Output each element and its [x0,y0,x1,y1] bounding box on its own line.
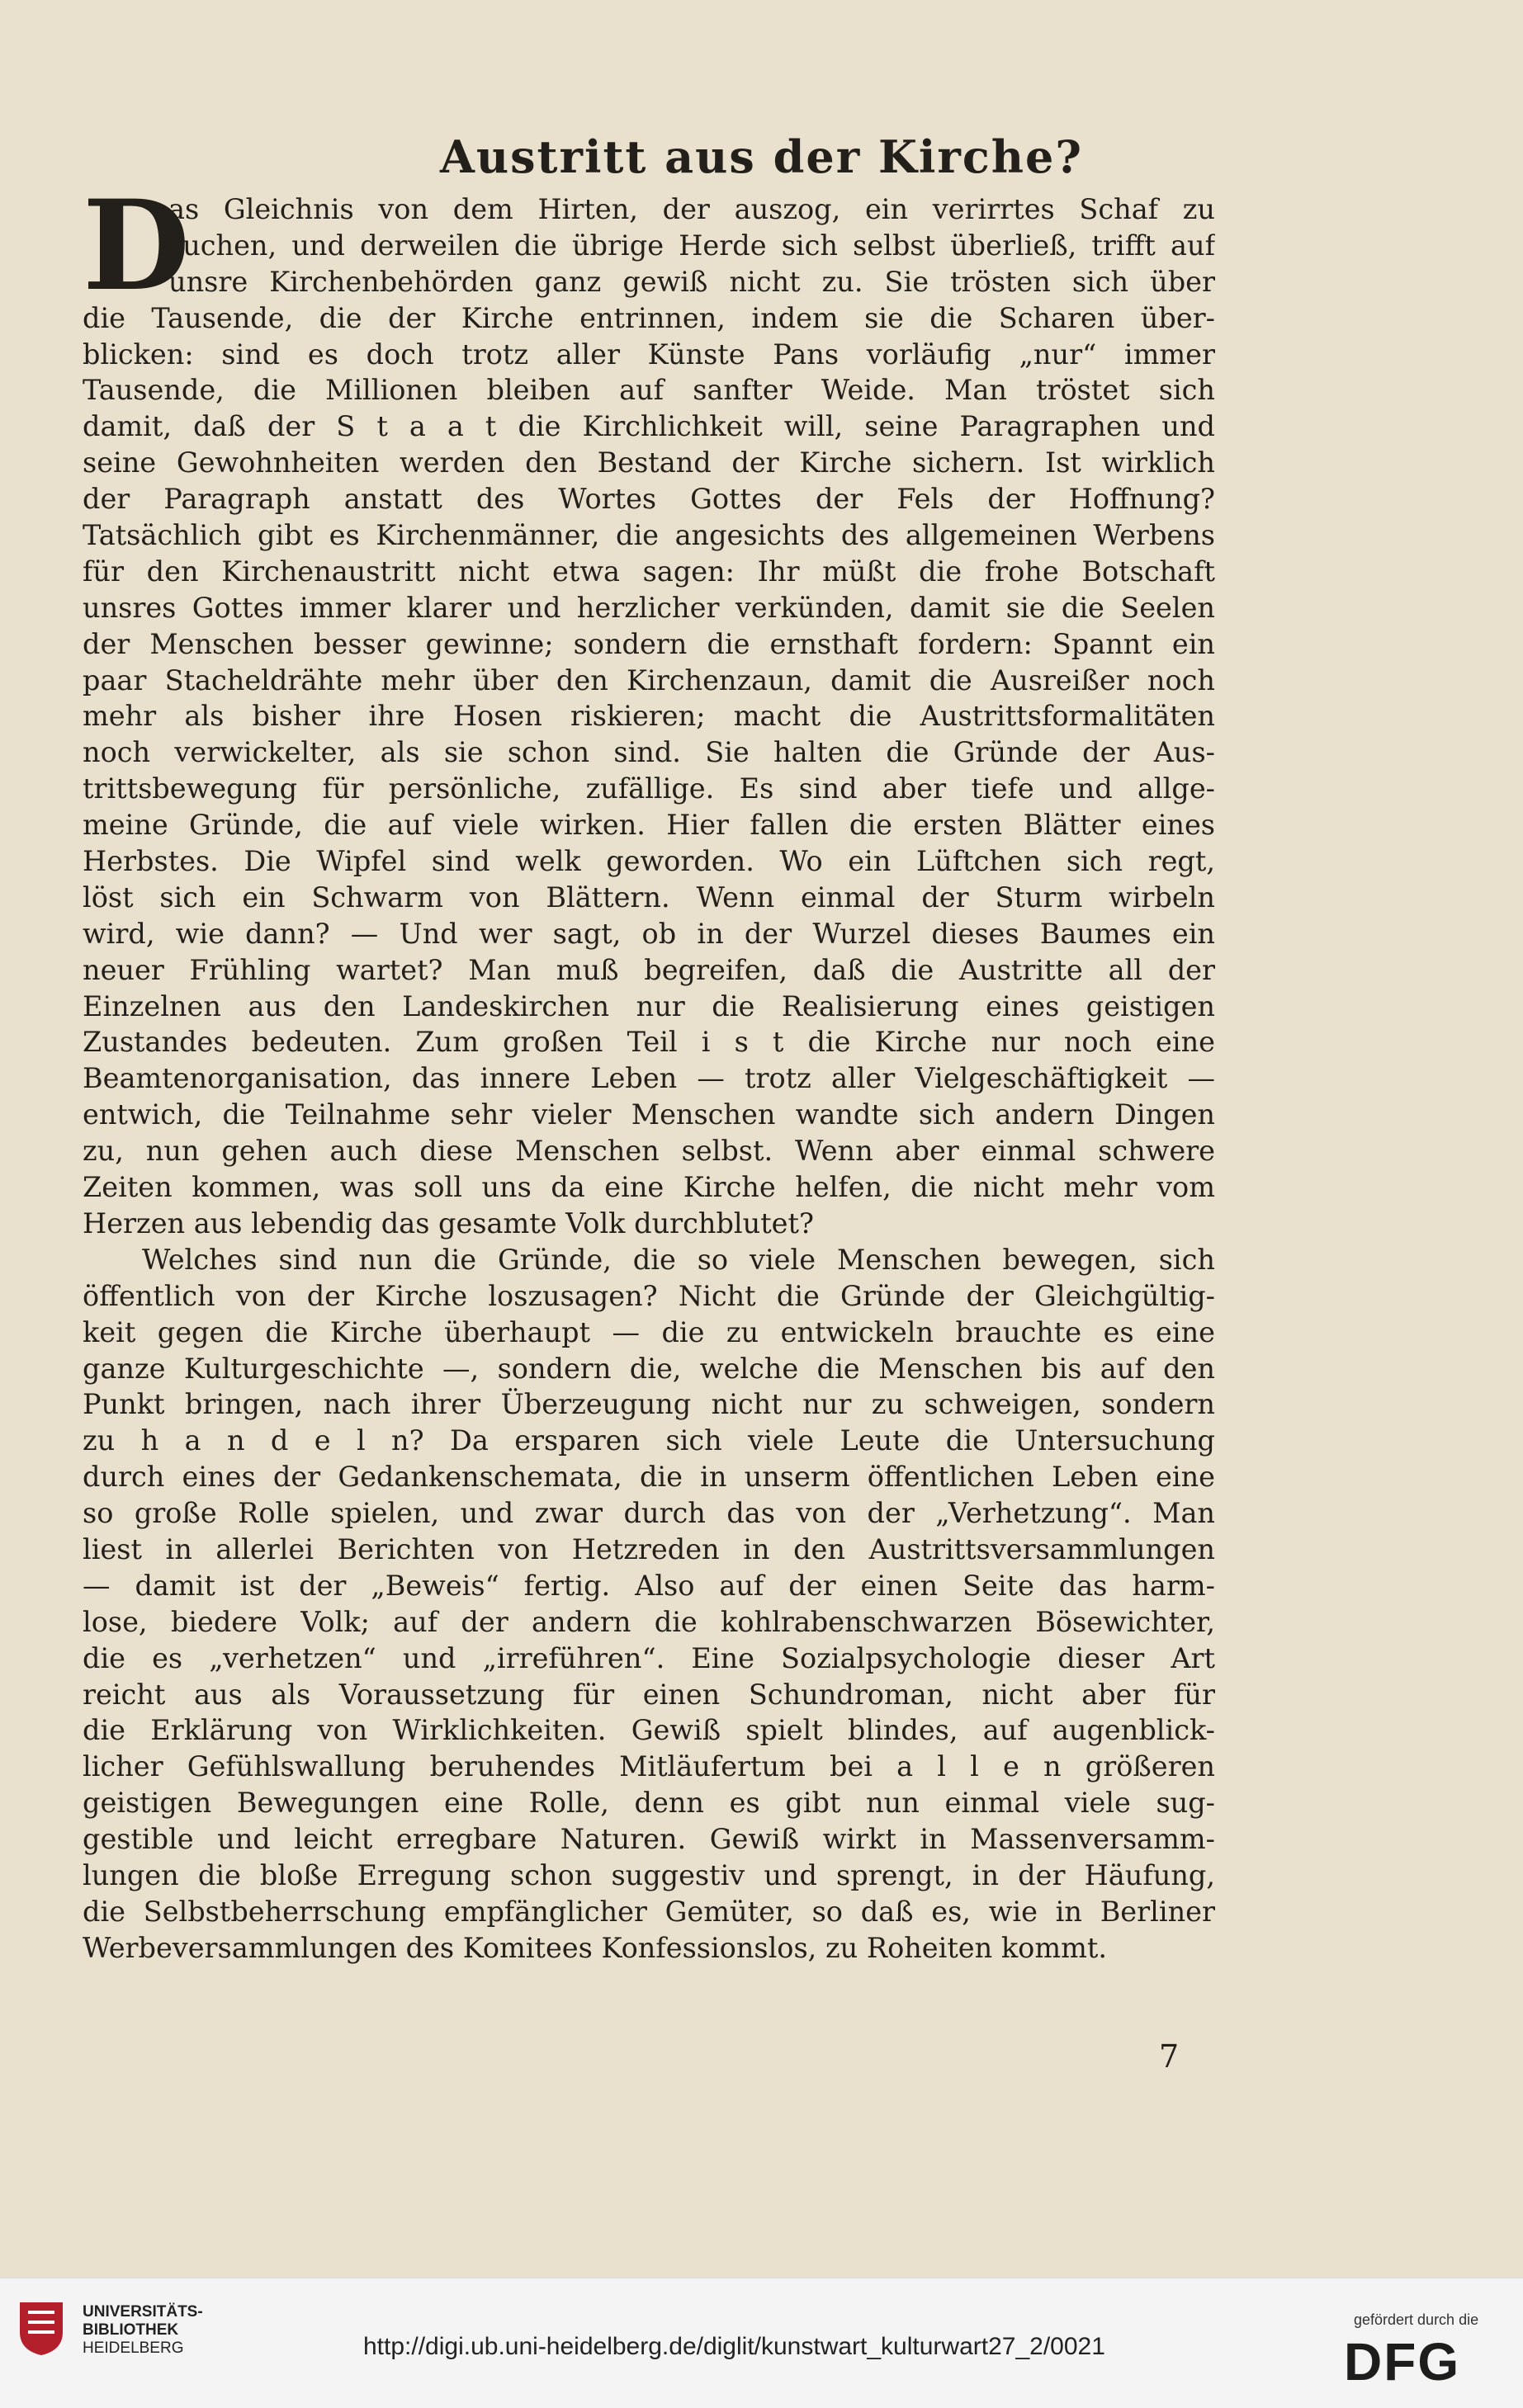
text-line: Zeiten kommen, was soll uns da eine Kirche helfen, die nicht mehr vom [83,1171,1215,1204]
text-line: lose, biedere Volk; auf der andern die kohlrabenschwarzen Bösewichter, [83,1605,1215,1638]
university-seal-icon [17,2299,66,2357]
text-line: die Erklärung von Wirklichkeiten. Gewiß spielt blindes, auf augenblick- [83,1714,1215,1747]
text-line: noch verwickelter, als sie schon sind. Sie halten die Gründe der Aus- [83,736,1215,769]
text-line: Punkt bringen, nach ihrer Überzeugung nicht nur zu schweigen, sondern [83,1388,1215,1421]
text-line: die es „verhetzen“ und „irreführen“. Eine Sozialpsychologie dieser Art [83,1641,1215,1674]
text-line: durch eines der Gedankenschemata, die in unserm öffentlichen Leben eine [83,1461,1215,1494]
text-line: reicht aus als Voraussetzung für einen Schundroman, nicht aber für [83,1678,1215,1711]
text-line: Herbstes. Die Wipfel sind welk geworden. Wo ein Lüftchen sich regt, [83,845,1215,878]
text-line: die Tausende, die der Kirche entrinnen, indem sie die Scharen über- [83,301,1215,334]
text-line: geistigen Bewegungen eine Rolle, denn es gibt nun einmal viele sug- [83,1787,1215,1820]
text-line: der Menschen besser gewinne; sondern die ernsthaft fordern: Spannt ein [83,627,1215,660]
text-line: liest in allerlei Berichten von Hetzreden in den Austrittsversammlungen [83,1532,1215,1565]
text-line: Tausende, die Millionen bleiben auf sanfter Weide. Man tröstet sich [83,374,1215,407]
library-line-1: UNIVERSITÄTS- [83,2303,203,2321]
text-line: blicken: sind es doch trotz aller Künste Pans vorläufig „nur“ immer [83,338,1215,371]
text-line: Zustandes bedeuten. Zum großen Teil i s t die Kirche nur noch eine [83,1026,1215,1059]
text-line: der Paragraph anstatt des Wortes Gottes der Fels der Hoffnung? [83,483,1215,516]
text-line: paar Stacheldrähte mehr über den Kirchenzaun, damit die Ausreißer noch [83,663,1215,696]
text-line: gestible und leicht erregbare Naturen. Gewiß wirkt in Massenversamm- [83,1823,1215,1856]
footer-bar [0,2278,1523,2408]
text-line: as Gleichnis von dem Hirten, der auszog, ein verirrtes Schaf zu [168,193,1215,225]
text-line: Tatsächlich gibt es Kirchenmänner, die angesichts des allgemeinen Werbens [83,519,1215,552]
text-line: die Selbstbeherrschung empfänglicher Gemüter, so daß es, wie in Berliner [83,1895,1215,1928]
text-line: zu h a n d e l n? Da ersparen sich viele Leute die Untersuchung [83,1424,1215,1457]
text-line: Welches sind nun die Gründe, die so viele Menschen bewegen, sich [142,1243,1215,1276]
text-line: keit gegen die Kirche überhaupt — die zu entwickeln brauchte es eine [83,1315,1215,1348]
text-line: seine Gewohnheiten werden den Bestand der Kirche sichern. Ist wirklich [83,446,1215,479]
text-line: entwich, die Teilnahme sehr vieler Menschen wandte sich andern Dingen [83,1098,1215,1131]
text-line: wird, wie dann? — Und wer sagt, ob in der Wurzel dieses Baumes ein [83,917,1215,950]
text-line: damit, daß der S t a a t die Kirchlichkeit will, seine Paragraphen und [83,410,1215,443]
library-line-2: BIBLIOTHEK [83,2321,179,2339]
text-line: Beamtenorganisation, das innere Leben — trotz aller Vielgeschäftigkeit — [83,1062,1215,1095]
text-line: — damit ist der „Beweis“ fertig. Also auf der einen Seite das harm- [83,1569,1215,1602]
text-line: öffentlich von der Kirche loszusagen? Nicht die Gründe der Gleichgültig- [83,1279,1215,1312]
text-line: unsre Kirchenbehörden ganz gewiß nicht zu. Sie trösten sich über [168,265,1215,298]
text-line: trittsbewegung für persönliche, zufällige. Es sind aber tiefe und allge- [83,772,1215,805]
text-line: Herzen aus lebendig das gesamte Volk durchblutet? [83,1206,814,1239]
page-number: 7 [1159,2038,1180,2075]
funded-by-label: gefördert durch die [1354,2311,1479,2328]
source-url-link[interactable]: http://digi.ub.uni-heidelberg.de/diglit/kunstwart_kulturwart27_2/0021 [363,2333,1105,2360]
text-line: neuer Frühling wartet? Man muß begreifen, daß die Austritte all der [83,953,1215,986]
text-line: suchen, und derweilen die übrige Herde sich selbst überließ, trifft auf [168,229,1215,262]
text-line: lungen die bloße Erregung schon suggestiv und sprengt, in der Häufung, [83,1858,1215,1891]
text-line: für den Kirchenaustritt nicht etwa sagen: Ihr müßt die frohe Botschaft [83,555,1215,588]
text-line: so große Rolle spielen, und zwar durch das von der „Verhetzung“. Man [83,1497,1215,1530]
text-line: ganze Kulturgeschichte —, sondern die, welche die Menschen bis auf den [83,1352,1215,1385]
text-line: mehr als bisher ihre Hosen riskieren; macht die Austrittsformalitäten [83,700,1215,733]
dfg-logo: DFG [1344,2332,1461,2391]
library-line-3: HEIDELBERG [83,2340,184,2357]
text-line: meine Gründe, die auf viele wirken. Hier fallen die ersten Blätter eines [83,809,1215,842]
text-line: licher Gefühlswallung beruhendes Mitläufertum bei a l l e n größeren [83,1750,1215,1783]
text-line: Einzelnen aus den Landeskirchen nur die Realisierung eines geistigen [83,989,1215,1022]
text-line: Werbeversammlungen des Komitees Konfessionslos, zu Roheiten kommt. [83,1931,1107,1964]
article-body [83,191,1215,1967]
text-line: löst sich ein Schwarm von Blättern. Wenn einmal der Sturm wirbeln [83,881,1215,914]
library-name [83,2303,203,2358]
text-line: zu, nun gehen auch diese Menschen selbst. Wenn aber einmal schwere [83,1135,1215,1168]
article-title: Austritt aus der Kirche? [439,130,1083,183]
text-line: unsres Gottes immer klarer und herzlicher verkünden, damit sie die Seelen [83,591,1215,624]
drop-cap: D [83,173,191,319]
